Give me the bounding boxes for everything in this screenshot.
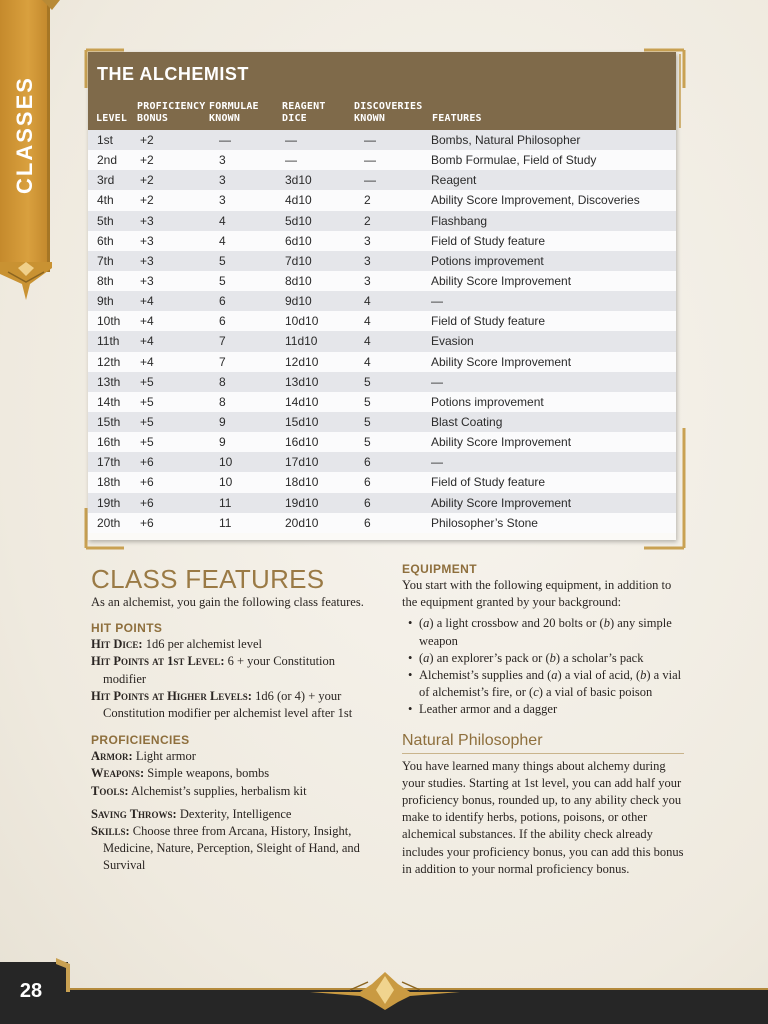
table-header [88,52,676,130]
hit-points-heading: HIT POINTS [91,621,163,636]
table-cell: 19d10 [285,495,319,510]
table-row [88,392,676,412]
table-cell: 11 [219,515,232,530]
table-cell: 12d10 [285,354,319,369]
table-row [88,472,676,492]
table-cell: 5 [364,394,371,409]
table-cell: 3 [364,233,371,248]
table-row [88,331,676,351]
table-cell: +5 [140,414,154,429]
table-cell: — [364,173,376,188]
table-cell: 11 [219,495,232,510]
table-cell: Ability Score Improvement [431,273,572,288]
table-cell: 8th [97,273,114,288]
table-cell: 17th [97,455,121,470]
table-cell: 19th [97,495,121,510]
table-cell: 3 [364,273,371,288]
table-row [88,130,676,150]
table-cell: 2 [364,193,371,208]
table-cell: Reagent [431,173,477,188]
table-cell: Flashbang [431,213,488,228]
table-cell: 6 [364,455,371,470]
table-row [88,211,676,231]
equipment-list [402,615,684,718]
table-cell: +4 [140,294,154,309]
table-cell: +6 [140,495,154,510]
col-header-features: FEATURES [432,113,482,124]
table-cell: 6d10 [285,233,312,248]
table-cell: 8d10 [285,273,312,288]
table-cell: 15d10 [285,414,319,429]
table-cell: 2 [364,213,371,228]
equipment-item: • (a) a light crossbow and 20 bolts or (b) any simple weapon [402,615,684,649]
table-cell: Ability Score Improvement, Discoveries [431,193,640,208]
table-row [88,150,676,170]
table-cell: 20th [97,515,121,530]
table-cell: +2 [140,193,154,208]
armor-proficiency: Armor: Light armor [91,749,196,764]
natural-philosopher-heading: Natural Philosopher [402,731,684,754]
table-cell: 9 [219,435,226,450]
table-row [88,513,676,533]
table-cell: 11d10 [285,334,318,349]
table-cell: — [285,133,297,147]
table-cell: 11th [97,334,120,349]
natural-philosopher-body: You have learned many things about alchemy during your studies. Starting at 1st level, you can add half your proficiency bonus, rounded up, to any ability check you make to identify herbs, potions, poisons, or other alchemical substances. If the ability check already includes your proficiency bonus, you can add this bonus in addition to your normal proficiency bonus. [402,758,684,876]
table-cell: 18d10 [285,475,319,490]
table-title: THE ALCHEMIST [97,64,249,84]
table-cell: 6 [219,314,226,329]
table-cell: 7d10 [285,253,312,268]
table-cell: 8 [219,374,226,389]
table-cell: 9d10 [285,294,312,309]
table-row [88,352,676,372]
table-cell: Field of Study feature [431,475,546,490]
table-cell: 4th [97,193,114,208]
table-cell: Bomb Formulae, Field of Study [431,153,597,168]
col-header-discoveries: DISCOVERIES KNOWN [354,101,423,124]
col-header-proficiency: PROFICIENCY BONUS [137,101,206,124]
table-cell: 5 [364,374,371,389]
table-cell: 3 [219,193,226,208]
table-cell: 6 [364,495,371,510]
table-cell: 13d10 [285,374,319,389]
col-header-reagent: REAGENT DICE [282,101,326,124]
table-cell: 6 [219,294,226,309]
class-features-intro: As an alchemist, you gain the following class features. [91,595,364,609]
table-cell: 15th [97,414,121,429]
table-cell: 4d10 [285,193,312,208]
table-cell: 7 [219,334,226,349]
table-cell: — [431,294,443,309]
table-cell: 10th [97,314,121,329]
table-cell: 7 [219,354,226,369]
table-cell: — [431,455,443,470]
table-row [88,493,676,513]
table-cell: 17d10 [285,455,319,470]
table-cell: +5 [140,374,154,389]
hit-dice-line: Hit Dice: 1d6 per alchemist level [91,637,262,652]
table-cell: — [364,153,376,168]
table-cell: 20d10 [285,515,319,530]
table-cell: +2 [140,153,154,168]
table-row [88,372,676,392]
table-row [88,190,676,210]
col-header-formulae: FORMULAE KNOWN [209,101,259,124]
table-cell: 10d10 [285,314,319,329]
table-cell: 3d10 [285,173,312,188]
table-cell: 14th [97,394,121,409]
hit-points-first-level: Hit Points at 1st Level: 6 + your Constitution modifier [91,654,336,686]
table-cell: +3 [140,253,154,268]
equipment-heading: EQUIPMENT [402,562,477,576]
table-cell: 5d10 [285,213,312,228]
table-cell: +3 [140,273,154,288]
table-row [88,432,676,452]
table-cell: 4 [364,354,371,369]
tab-corner-ornament [42,0,60,14]
table-cell: 10 [219,475,233,490]
table-cell: 9 [219,414,226,429]
table-row [88,231,676,251]
table-cell: 4 [219,213,226,228]
table-cell: +2 [140,133,154,147]
table-cell: +6 [140,475,154,490]
page-number: 28 [19,980,43,1002]
table-cell: +6 [140,455,154,470]
chapter-tab-label: CLASSES [12,76,38,194]
table-cell: 6 [364,475,371,490]
table-cell: +3 [140,233,154,248]
table-cell: Ability Score Improvement [431,435,572,450]
table-body [88,130,676,533]
table-cell: Blast Coating [431,414,503,429]
col-header-level: LEVEL [96,113,128,124]
table-row [88,412,676,432]
saving-throws: Saving Throws: Dexterity, Intelligence [91,806,292,821]
table-cell: 5th [97,213,114,228]
table-row [88,271,676,291]
equipment-item: • Alchemist’s supplies and (a) a vial of acid, (b) a vial of alchemist’s fire, or (c) a vial of basic poison [402,667,684,701]
table-cell: Evasion [431,334,474,349]
skills-proficiency: Skills: Choose three from Arcana, History, Insight, Medicine, Nature, Perception, Sleight of Hand, and Survival [91,824,360,873]
table-cell: 3rd [97,173,115,188]
table-cell: 7th [97,253,114,268]
table-row [88,311,676,331]
table-cell: 5 [219,253,226,268]
table-cell: +4 [140,354,154,369]
table-cell: 2nd [97,153,118,168]
table-cell: 6 [364,515,371,530]
table-cell: 1st [97,133,114,147]
table-cell: +4 [140,334,154,349]
table-cell: Potions improvement [431,253,544,268]
table-cell: Bombs, Natural Philosopher [431,133,581,147]
tools-proficiency: Tools: Alchemist’s supplies, herbalism kit [91,783,307,798]
equipment-item: • (a) an explorer’s pack or (b) a scholar’s pack [402,650,684,667]
footer-ornament [310,970,460,1010]
table-cell: 13th [97,374,121,389]
table-cell: 3 [219,173,226,188]
table-cell: 5 [219,273,226,288]
table-cell: — [219,133,231,147]
table-cell: 16d10 [285,435,319,450]
table-cell: 9th [97,294,114,309]
class-features-section [91,564,381,875]
table-cell: 6th [97,233,114,248]
table-cell: +4 [140,314,154,329]
table-cell: — [431,374,443,389]
alchemist-table [88,52,682,546]
proficiencies-heading: PROFICIENCIES [91,733,190,748]
table-cell: — [364,133,376,147]
table-cell: Field of Study feature [431,233,546,248]
table-cell: 16th [97,435,121,450]
table-cell: +5 [140,394,154,409]
table-cell: 5 [364,414,371,429]
equipment-intro: You start with the following equipment, in addition to the equipment granted by your background: [402,578,672,610]
table-row [88,291,676,311]
tab-tip-ornament [0,262,52,302]
table-cell: 4 [364,294,371,309]
table-cell: 18th [97,475,121,490]
table-cell: 10 [219,455,233,470]
table-cell: 3 [364,253,371,268]
table-cell: 5 [364,435,371,450]
table-cell: 4 [364,334,371,349]
table-cell: 3 [219,153,226,168]
table-cell: 8 [219,394,226,409]
table-cell: +3 [140,213,154,228]
table-cell: +5 [140,435,154,450]
table-cell: Ability Score Improvement [431,495,572,510]
table-cell: Ability Score Improvement [431,354,572,369]
table-cell: Philosopher’s Stone [431,515,538,530]
equipment-section [402,561,684,878]
table-cell: 12th [97,354,121,369]
table-cell: +6 [140,515,154,530]
weapons-proficiency: Weapons: Simple weapons, bombs [91,766,270,781]
table-row [88,452,676,472]
table-row [88,251,676,271]
table-cell: +2 [140,173,154,188]
equipment-item: • Leather armor and a dagger [402,701,684,718]
table-cell: 4 [364,314,371,329]
table-cell: 4 [219,233,226,248]
hit-points-higher-levels: Hit Points at Higher Levels: 1d6 (or 4) + your Constitution modifier per alchemist level after 1st [91,688,353,721]
table-cell: Potions improvement [431,394,544,409]
class-features-heading: CLASS FEATURES [91,564,325,594]
table-cell: Field of Study feature [431,314,546,329]
table-row [88,170,676,190]
table-cell: 14d10 [285,394,319,409]
table-cell: — [285,153,297,168]
